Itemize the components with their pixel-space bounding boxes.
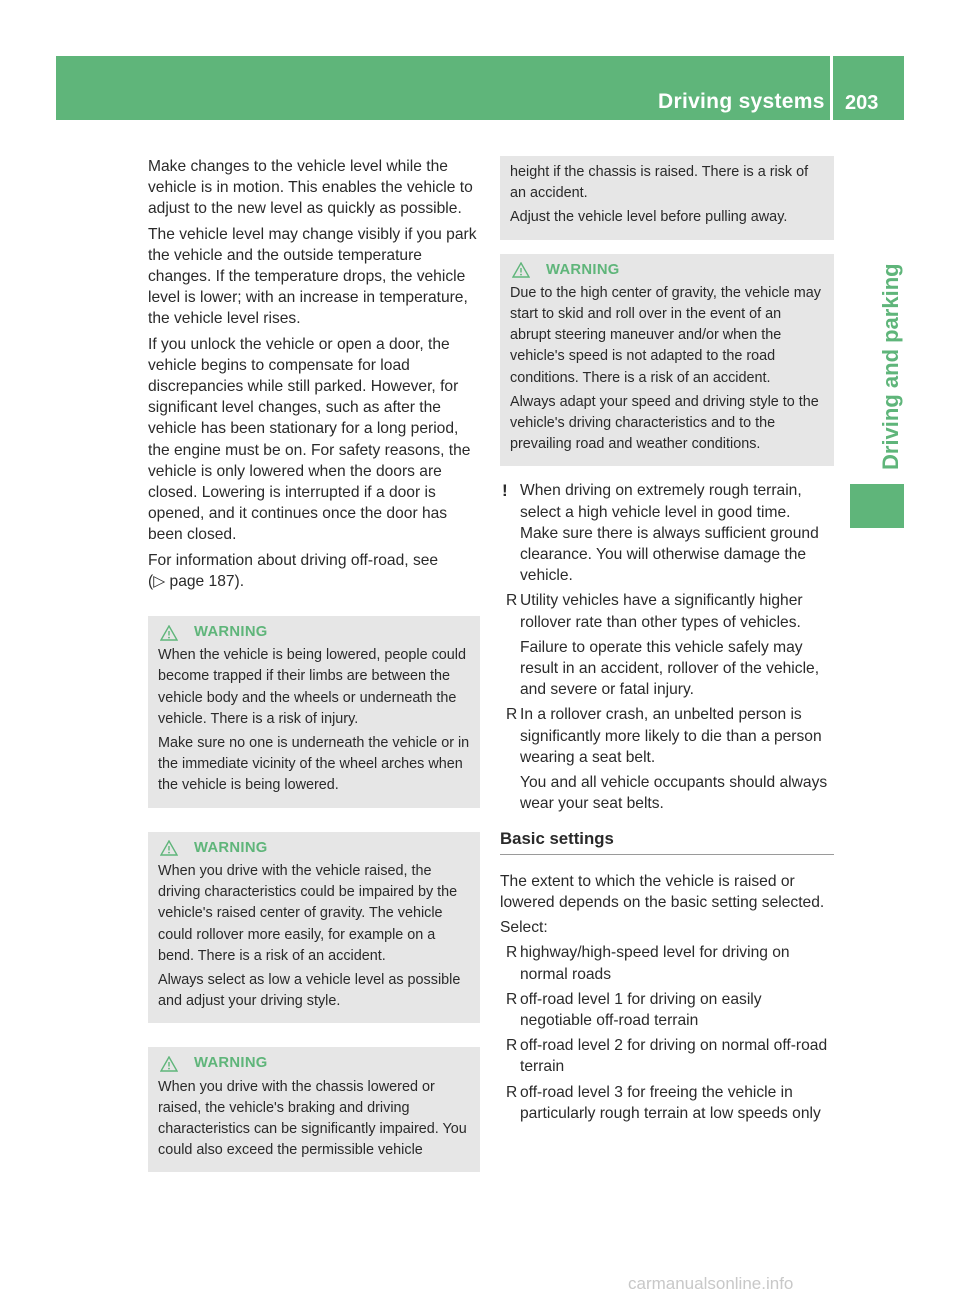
warning-label: WARNING (194, 839, 268, 856)
bullet-icon: R (506, 706, 518, 724)
list-item-text: Utility vehicles have a significantly higher rollover rate than other types of vehicles. (520, 592, 803, 631)
note-text: When driving on extremely rough terrain, select a high vehicle level in good time. (520, 482, 802, 521)
section-title: Driving systems (658, 90, 825, 113)
list-item (500, 704, 834, 814)
side-tab-marker (850, 484, 904, 528)
warning-label: WARNING (194, 624, 268, 641)
list-item-text: In a rollover crash, an unbelted person is significantly more likely to die than a person wearing a seat belt. (520, 706, 822, 766)
list-item-text: Failure to operate this vehicle safely may result in an accident, rollover of the vehicle, and severe or fatal injury. (520, 638, 820, 699)
note-item (500, 480, 834, 586)
body-paragraph: If you unlock the vehicle or open a door, the vehicle begins to compensate for load discrepancies while still parked. However, for significant level changes, such as after the vehicle has been stationary for a long period, the engine must be on. For safety reasons, the vehicle is only lowered when the doors are closed. Lowering is interrupted if a door is opened, and it continues once the door has been closed. (148, 335, 471, 544)
left-column (148, 156, 480, 1172)
warning-label: WARNING (194, 1055, 268, 1072)
warning-text: Due to the high center of gravity, the vehicle may start to skid and roll over in the event of an abrupt steering maneuver and/or when the vehicle's speed is not adapted to the road conditions. There is a risk of an accident. (510, 284, 821, 386)
header-divider (830, 56, 833, 120)
bullet-icon: R (506, 944, 518, 962)
warning-text: Always select as low a vehicle level as possible and adjust your driving style. (158, 971, 461, 1010)
bullet-icon: R (506, 1037, 518, 1055)
list-item (500, 1035, 834, 1077)
select-label: Select: (500, 919, 548, 937)
warning-text: Make sure no one is underneath the vehicle or in the immediate vicinity of the wheel arches when the vehicle is being lowered. (158, 735, 470, 794)
warning-text: When the vehicle is being lowered, people could become trapped if their limbs are between the vehicle body and the wheels or underneath the vehicle. There is a risk of injury. (158, 647, 466, 727)
body-paragraph: The vehicle level may change visibly if you park the vehicle and the outside temperature changes. If the temperature drops, the vehicle level is lower; with an increase in temperature, the vehicle level rises. (148, 225, 477, 328)
warning-text: When you drive with the vehicle raised, the driving characteristics could be impaired by the vehicle's raised center of gravity. The vehicle could rollover more easily, for example on a bend. There is a risk of an accident. (158, 862, 458, 964)
page-reference-link[interactable]: (▷ page 187). (148, 572, 245, 590)
note-text: Make sure there is always sufficient ground clearance. You will otherwise damage the vehicle. (520, 524, 819, 585)
warning-header (158, 1053, 470, 1074)
warning-text: height if the chassis is raised. There is a risk of an accident. (510, 164, 809, 202)
list-item-text: highway/high-speed level for driving on normal roads (520, 944, 790, 983)
exclamation-icon: ! (502, 481, 508, 501)
body-paragraph: Make changes to the vehicle level while the vehicle is in motion. This enables the vehicle to adjust to the new level as quickly as possible. (148, 158, 473, 218)
warning-box (148, 832, 480, 1024)
list-item-text: You and all vehicle occupants should always wear your seat belts. (520, 774, 828, 813)
side-tab-label: Driving and parking (878, 263, 903, 470)
warning-text: When you drive with the chassis lowered or raised, the vehicle's braking and driving characteristics can be significantly impaired. You could also exceed the permissible vehicle (158, 1078, 467, 1159)
warning-box (500, 254, 834, 467)
list-item-text: off-road level 2 for driving on normal off-road terrain (520, 1037, 828, 1076)
right-column (500, 156, 834, 1124)
warning-header (158, 622, 470, 643)
warning-box (148, 1047, 480, 1172)
warning-box-continued (500, 156, 834, 240)
bullet-icon: R (506, 1083, 518, 1101)
list-item-text: off-road level 3 for freeing the vehicle in particularly rough terrain at low speeds only (520, 1083, 821, 1122)
bullet-icon: R (506, 592, 518, 610)
warning-triangle-icon (160, 840, 178, 856)
list-item (500, 1082, 834, 1124)
body-paragraph: For information about driving off-road, see (148, 551, 439, 569)
list-item (500, 942, 834, 984)
warning-triangle-icon (160, 1056, 178, 1072)
section-heading: Basic settings (500, 828, 834, 854)
warning-label: WARNING (546, 261, 620, 278)
warning-box (148, 616, 480, 808)
warning-header (158, 838, 470, 859)
watermark: carmanualsonline.info (628, 1274, 794, 1293)
warning-text: Always adapt your speed and driving style to the vehicle's driving characteristics and to the prevailing road and weather conditions. (510, 393, 819, 453)
list-item-text: off-road level 1 for driving on easily negotiable off-road terrain (520, 990, 762, 1029)
warning-triangle-icon (512, 262, 530, 278)
warning-text: Adjust the vehicle level before pulling away. (510, 209, 788, 226)
warning-header (510, 260, 824, 281)
warning-triangle-icon (160, 625, 178, 641)
list-item (500, 989, 834, 1031)
page-number: 203 (845, 92, 879, 114)
body-paragraph: The extent to which the vehicle is raised or lowered depends on the basic setting selected. (500, 872, 825, 911)
list-item (500, 590, 834, 700)
bullet-icon: R (506, 990, 518, 1008)
